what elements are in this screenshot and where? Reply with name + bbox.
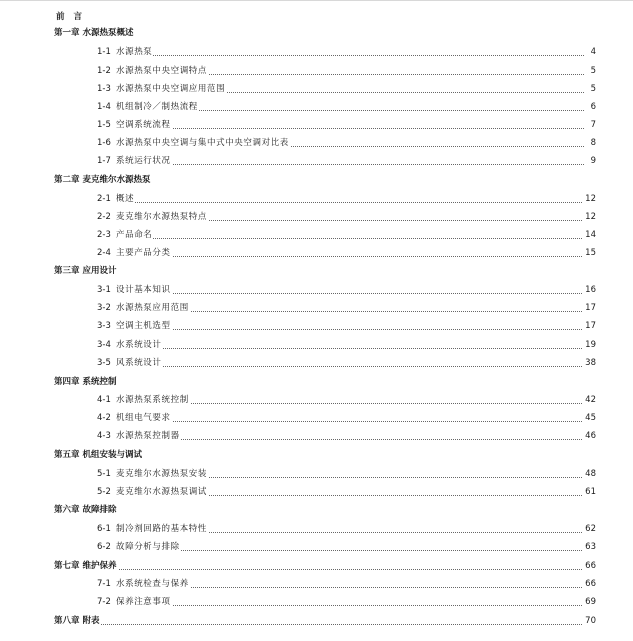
entry-number: 6-1	[97, 524, 116, 535]
toc-entry[interactable]	[97, 156, 596, 167]
dot-leader	[117, 605, 584, 606]
entry-number: 6-2	[97, 542, 116, 553]
entry-number: 1-6	[97, 138, 116, 149]
entry-number: 2-3	[97, 230, 116, 241]
toc-entry[interactable]	[97, 230, 596, 241]
entry-number: 5-2	[97, 487, 116, 498]
entry-page: 42	[585, 395, 596, 405]
toc-entry[interactable]	[97, 321, 596, 332]
toc-entry[interactable]	[97, 524, 596, 535]
toc-entry[interactable]	[97, 47, 596, 58]
entry-number: 5-1	[97, 469, 116, 480]
toc-entry[interactable]	[97, 487, 596, 498]
entry-title: 水系统设计	[116, 340, 162, 350]
entry-title: 水源热泵控制器	[116, 431, 180, 441]
toc-entry[interactable]	[97, 194, 596, 205]
entry-number: 3-5	[97, 358, 116, 369]
entry-page: 7	[590, 120, 596, 130]
entry-number: 1-3	[97, 84, 116, 95]
dot-leader	[117, 421, 584, 422]
entry-number: 4-3	[97, 431, 116, 442]
entry-page: 48	[585, 469, 596, 479]
toc-entry[interactable]	[97, 542, 596, 553]
entry-number: 1-2	[97, 66, 116, 77]
toc-entry[interactable]	[97, 431, 596, 442]
entry-page: 9	[590, 156, 596, 166]
entry-page: 62	[585, 524, 596, 534]
dot-leader	[54, 624, 584, 625]
dot-leader	[117, 164, 584, 165]
dot-leader	[117, 439, 584, 440]
entry-title: 系统运行状况	[116, 156, 171, 166]
entry-title: 产品命名	[116, 230, 153, 240]
dot-leader	[117, 348, 584, 349]
entry-title: 机组制冷／制热流程	[116, 102, 198, 112]
dot-leader	[117, 128, 584, 129]
entry-page: 12	[585, 212, 596, 222]
chapter-5-heading[interactable]: 第五章 机组安装与调试	[54, 450, 142, 460]
entry-page: 63	[585, 542, 596, 552]
dot-leader	[117, 293, 584, 294]
entry-number: 2-4	[97, 248, 116, 259]
toc-entry[interactable]	[97, 66, 596, 77]
toc-entry[interactable]	[97, 340, 596, 351]
dot-leader	[117, 329, 584, 330]
toc-entry[interactable]	[97, 285, 596, 296]
chapter-4-heading[interactable]: 第四章 系统控制	[54, 377, 117, 387]
page-top-border	[0, 0, 633, 1]
entry-page: 5	[590, 84, 596, 94]
toc-entry[interactable]	[97, 395, 596, 406]
entry-title: 空调系统流程	[116, 120, 171, 130]
entry-title: 概述	[116, 194, 135, 204]
entry-page: 38	[585, 358, 596, 368]
toc-entry[interactable]	[97, 579, 596, 590]
toc-entry[interactable]	[97, 469, 596, 480]
chapter-title: 第七章 维护保养	[54, 561, 117, 571]
entry-number: 2-1	[97, 194, 116, 205]
entry-number: 3-4	[97, 340, 116, 351]
entry-page: 16	[585, 285, 596, 295]
chapter-1-heading[interactable]: 第一章 水源热泵概述	[54, 28, 134, 38]
entry-title: 水源热泵中央空调特点	[116, 66, 208, 76]
entry-page: 8	[590, 138, 596, 148]
entry-title: 麦克维尔水源热泵调试	[116, 487, 208, 497]
entry-number: 1-7	[97, 156, 116, 167]
entry-title: 制冷剂回路的基本特性	[116, 524, 208, 534]
entry-number: 4-2	[97, 413, 116, 424]
chapter-3-heading[interactable]: 第三章 应用设计	[54, 266, 117, 276]
entry-title: 水源热泵系统控制	[116, 395, 189, 405]
entry-title: 设计基本知识	[116, 285, 171, 295]
entry-page: 45	[585, 413, 596, 423]
toc-entry[interactable]	[97, 413, 596, 424]
entry-title: 麦克维尔水源热泵安装	[116, 469, 208, 479]
entry-page: 4	[590, 47, 596, 57]
toc-entry[interactable]	[97, 597, 596, 608]
dot-leader	[117, 256, 584, 257]
toc-entry[interactable]	[97, 120, 596, 131]
dot-leader	[117, 366, 584, 367]
entry-title: 水源热泵中央空调应用范围	[116, 84, 226, 94]
toc-entry[interactable]	[97, 248, 596, 259]
dot-leader	[117, 238, 584, 239]
chapter-6-heading[interactable]: 第六章 故障排除	[54, 505, 117, 515]
entry-title: 水系统检查与保养	[116, 579, 189, 589]
toc-entry[interactable]	[97, 102, 596, 113]
entry-page: 12	[585, 194, 596, 204]
entry-page: 66	[585, 579, 596, 589]
chapter-7-heading[interactable]	[54, 561, 596, 572]
chapter-2-heading[interactable]: 第二章 麦克维尔水源热泵	[54, 175, 151, 185]
entry-page: 6	[590, 102, 596, 112]
toc-entry[interactable]	[97, 84, 596, 95]
chapter-8-heading[interactable]	[54, 616, 596, 627]
dot-leader	[117, 550, 584, 551]
toc-entry[interactable]	[97, 358, 596, 369]
entry-number: 3-1	[97, 285, 116, 296]
chapter-page: 70	[585, 616, 596, 626]
entry-number: 3-2	[97, 303, 116, 314]
entry-page: 19	[585, 340, 596, 350]
entry-number: 7-1	[97, 579, 116, 590]
dot-leader	[117, 202, 584, 203]
entry-title: 水源热泵	[116, 47, 153, 57]
entry-page: 46	[585, 431, 596, 441]
entry-title: 风系统设计	[116, 358, 162, 368]
entry-title: 主要产品分类	[116, 248, 171, 258]
entry-number: 1-5	[97, 120, 116, 131]
entry-page: 15	[585, 248, 596, 258]
entry-title: 空调主机选型	[116, 321, 171, 331]
chapter-title: 第八章 附表	[54, 616, 100, 626]
entry-page: 61	[585, 487, 596, 497]
dot-leader	[54, 569, 584, 570]
entry-title: 水源热泵应用范围	[116, 303, 189, 313]
dot-leader	[117, 55, 584, 56]
entry-page: 17	[585, 321, 596, 331]
preface-heading[interactable]: 前 言	[56, 12, 85, 22]
entry-number: 4-1	[97, 395, 116, 406]
entry-page: 14	[585, 230, 596, 240]
entry-page: 5	[590, 66, 596, 76]
entry-title: 保养注意事项	[116, 597, 171, 607]
entry-number: 1-1	[97, 47, 116, 58]
entry-title: 水源热泵中央空调与集中式中央空调对比表	[116, 138, 289, 148]
entry-number: 2-2	[97, 212, 116, 223]
toc-entry[interactable]	[97, 138, 596, 149]
entry-page: 17	[585, 303, 596, 313]
entry-title: 故障分析与排除	[116, 542, 180, 552]
entry-page: 69	[585, 597, 596, 607]
toc-entry[interactable]	[97, 303, 596, 314]
entry-number: 3-3	[97, 321, 116, 332]
entry-title: 机组电气要求	[116, 413, 171, 423]
chapter-page: 66	[585, 561, 596, 571]
entry-title: 麦克维尔水源热泵特点	[116, 212, 208, 222]
entry-number: 7-2	[97, 597, 116, 608]
entry-number: 1-4	[97, 102, 116, 113]
toc-entry[interactable]	[97, 212, 596, 223]
